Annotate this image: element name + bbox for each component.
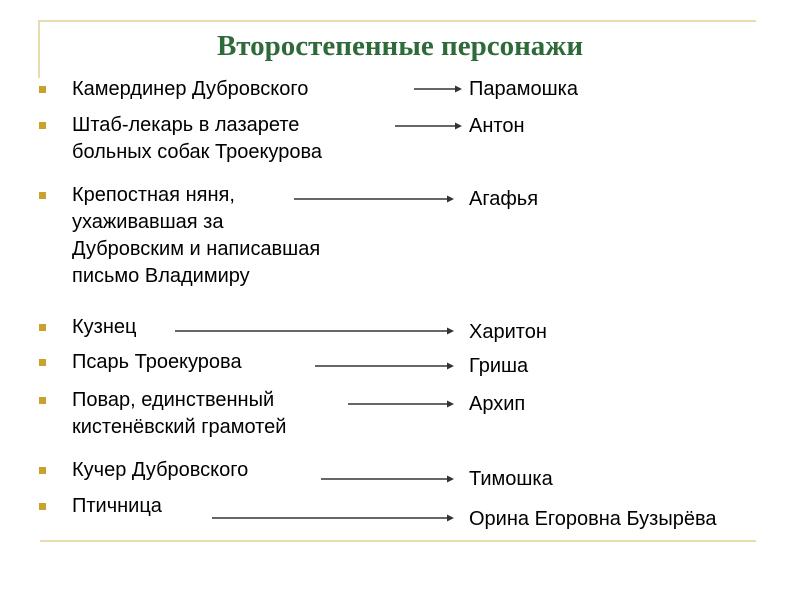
top-decorative-rule [40,20,756,22]
character-name-8: Орина Егоровна Бузырёва [469,508,717,530]
role-text: Кучер Дубровского [72,459,249,481]
bullet-icon [39,192,46,199]
role-text: Псарь Троекурова [72,351,242,373]
role-item-6 [72,387,286,441]
arrow-row-5 [315,363,454,370]
role-item-4 [72,314,136,341]
role-item-8 [72,493,162,520]
arrow-row-2 [395,123,462,130]
role-item-3 [72,182,320,290]
role-text: Дубровским и написавшая [72,238,321,260]
arrow-row-8 [212,515,454,522]
role-item-5 [72,349,242,376]
character-name-3: Агафья [469,188,539,210]
role-item-2 [72,112,322,166]
bullet-icon [39,467,46,474]
bullet-icon [39,359,46,366]
role-text: Птичница [72,495,162,517]
bullet-icon [39,122,46,129]
arrow-row-1 [414,86,462,93]
bullet-icon [39,324,46,331]
character-name-5: Гриша [469,355,529,377]
bullet-icon [39,503,46,510]
arrow-row-7 [321,476,454,483]
role-text: ухаживавшая за [72,211,224,233]
role-text: Крепостная няня, [72,184,235,206]
role-item-1 [72,76,308,103]
role-text: кистенёвский грамотей [72,416,287,438]
role-item-7 [72,457,248,484]
role-text: Камердинер Дубровского [72,78,309,100]
role-text: больных собак Троекурова [72,141,322,163]
character-name-2: Антон [469,115,525,137]
role-text: Штаб-лекарь в лазарете [72,114,300,136]
bottom-decorative-rule [40,540,756,542]
role-text: письмо Владимиру [72,265,250,287]
character-name-7: Тимошка [469,468,553,490]
arrow-row-4 [175,328,454,335]
bullet-icon [39,397,46,404]
character-name-6: Архип [469,393,526,415]
role-text: Кузнец [72,316,137,338]
role-text: Повар, единственный [72,389,275,411]
arrow-row-6 [348,401,454,408]
bullet-icon [39,86,46,93]
slide-title: Второстепенные персонажи [216,30,584,62]
character-name-1: Парамошка [469,78,578,100]
character-name-4: Харитон [469,321,547,343]
